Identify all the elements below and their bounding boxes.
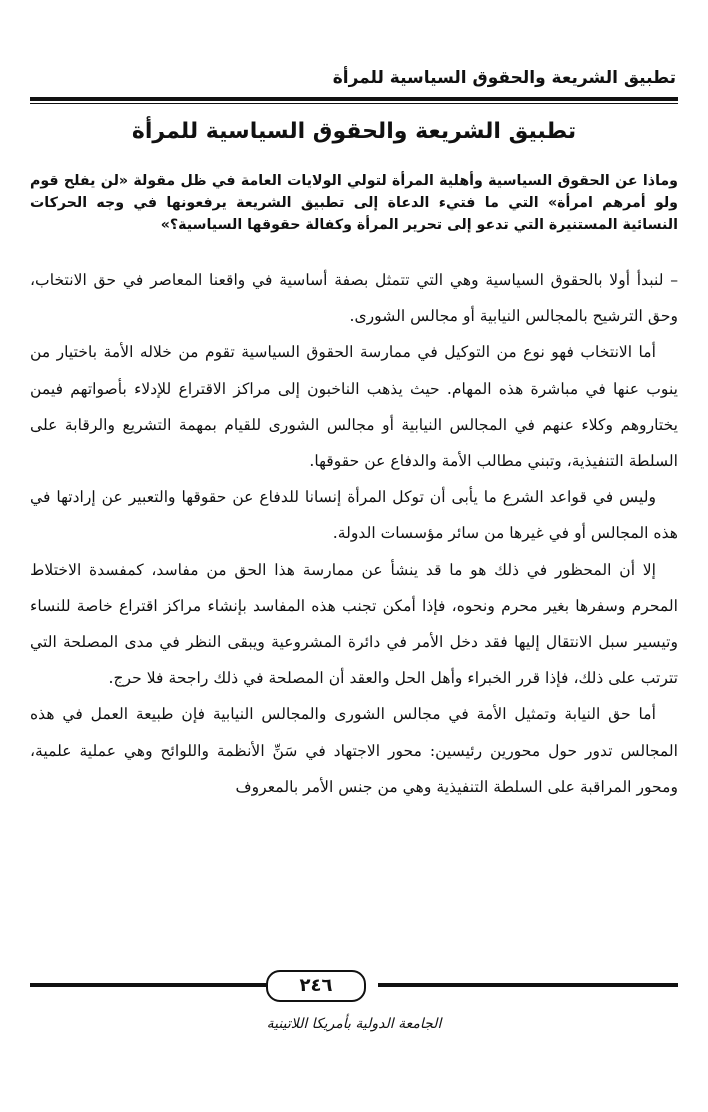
header-rule-thin [30,103,678,104]
paragraph-2: أما الانتخاب فهو نوع من التوكيل في ممارسة الحقوق السياسية تقوم من خلاله الأمة باختيار من ينوب عنها في مباشرة هذه المهام. حيث يذهب الناخبون إلى مراكز الاقتراع للإدلاء بأصواتهم فيمن يختاروهم وكلاء عنهم في المجالس النيابية أو مجالس الشورى للقيام بمهمة التشريع والرقابة على السلطة التنفيذية، وتبني مطالب الأمة والدفاع عن حقوقها. [30,343,678,471]
footer-institution: الجامعة الدولية بأمريكا اللاتينية [266,1016,442,1032]
running-header [30,66,678,100]
question-paragraph: وماذا عن الحقوق السياسية وأهلية المرأة لتولي الولايات العامة في ظل مقولة «لن يفلح قوم ولو أمرهم امرأة» التي ما فتيء الدعاة إلى تطبيق الشريعة يرفعونها في وجه الحركات النسائية المستنيرة التي تدعو إلى تحرير المرأة وكفالة حقوقها السياسية؟» [30,173,678,233]
paragraph-4: إلا أن المحظور في ذلك هو ما قد ينشأ عن ممارسة هذا الحق من مفاسد، كمفسدة الاختلاط المحرم وسفرها بغير محرم ونحوه، فإذا أمكن تجنب هذه المفاسد بإنشاء مراكز اقتراع خاصة للنساء وتيسير سبل الانتقال إليها فقد دخل الأمر في دائرة المشروعية ويبقى النظر في مدى المصلحة التي تترتب على ذلك، فإذا قرر الخبراء وأهل الحل والعقد أن المصلحة في ذلك راجحة فلا حرج. [30,560,678,688]
footer-rule-left [30,983,270,987]
paragraph-5: أما حق النيابة وتمثيل الأمة في مجالس الشورى والمجالس النيابية فإن طبيعة العمل في هذه المجالس تدور حول محورين رئيسين: محور الاجتهاد في سَنِّ الأنظمة واللوائح وهي عملية علمية، ومحور المراقبة على السلطة التنفيذية وهي من جنس الأمر بالمعروف [30,705,678,796]
paragraph-3: وليس في قواعد الشرع ما يأبى أن توكل المرأة إنسانا للدفاع عن حقوقها والتعبير عن إرادتها في هذه المجالس أو في غيرها من سائر مؤسسات الدولة. [30,488,678,543]
body-text [30,262,678,805]
header-rule [30,97,678,101]
paragraph-1: – لنبدأ أولا بالحقوق السياسية وهي التي تتمثل بصفة أساسية في واقعنا المعاصر في حق الانتخاب، وحق الترشيح بالمجالس النيابية أو مجالس الشورى. [30,271,678,326]
running-header-title: تطبيق الشريعة والحقوق السياسية للمرأة [332,68,676,88]
page-number: ٢٤٦ [299,975,333,996]
document-page [30,0,678,1112]
footer-rule-right [378,983,678,987]
page-title: تطبيق الشريعة والحقوق السياسية للمرأة [131,119,577,144]
page-number-badge [266,970,366,1002]
